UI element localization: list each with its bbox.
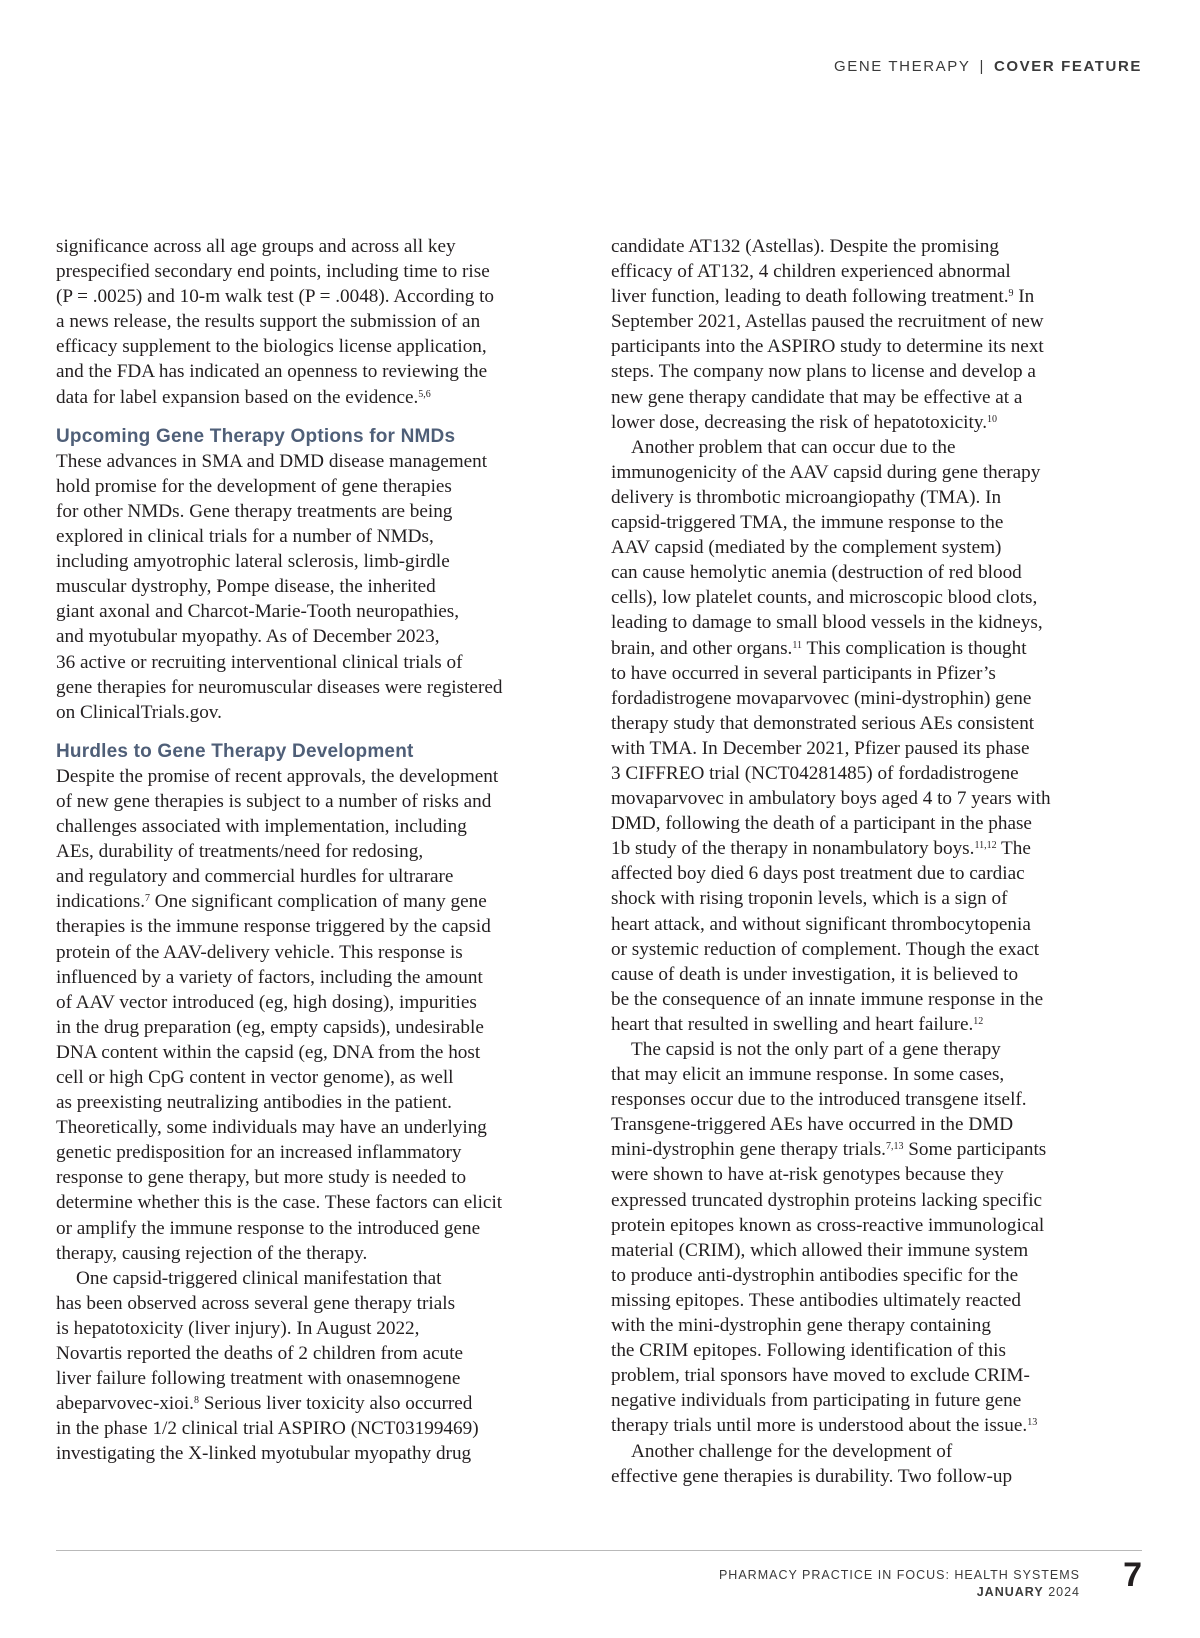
text-line [611, 560, 1143, 585]
line-text: Another challenge for the development of [631, 1440, 953, 1462]
line-text: in the phase 1/2 clinical trial ASPIRO (NCT03199469) [56, 1418, 479, 1440]
line-text: problem, trial sponsors have moved to exclude CRIM- [611, 1365, 1030, 1387]
text-line [611, 1313, 1143, 1338]
line-text: to have occurred in several participants in Pfizer’s [611, 662, 996, 684]
right-text-column [611, 234, 1143, 1489]
text-line [56, 284, 591, 309]
line-text: (P = .0025) and 10-m walk test (P = .0048). According to [56, 286, 495, 308]
line-text: These advances in SMA and DMD disease management [56, 450, 488, 472]
text-line [56, 574, 591, 599]
text-line [611, 786, 1143, 811]
text-line [611, 1238, 1143, 1263]
text-line [56, 624, 591, 649]
text-line [56, 764, 591, 789]
line-text: cell or high CpG content in vector genome), as well [56, 1067, 454, 1088]
line-text: material (CRIM), which allowed their immune system [611, 1239, 1029, 1261]
line-text: effective gene therapies is durability. Two follow-up [611, 1465, 1013, 1487]
line-text: Another problem that can occur due to the [631, 436, 956, 458]
text-line [611, 811, 1143, 836]
text-line [611, 1263, 1143, 1288]
text-line [611, 711, 1143, 736]
left-text-column [56, 234, 591, 1467]
text-line [611, 1213, 1143, 1238]
line-text: efficacy supplement to the biologics license application, [56, 336, 487, 358]
footer [719, 1567, 1080, 1601]
line-text: protein of the AAV-delivery vehicle. This response is [56, 941, 463, 963]
line-text: prespecified secondary end points, including time to rise [56, 261, 490, 283]
line-text: explored in clinical trials for a number of NMDs, [56, 526, 434, 548]
text-line [611, 1137, 1143, 1162]
line-text: efficacy of AT132, 4 children experienced abnormal [611, 261, 1011, 283]
line-text: determine whether this is the case. These factors can elicit [56, 1192, 503, 1214]
text-line [611, 1363, 1143, 1388]
text-line [611, 886, 1143, 911]
line-text: responses occur due to the introduced transgene itself. [611, 1089, 1027, 1111]
text-line [56, 965, 591, 990]
text-line [611, 836, 1143, 861]
line-text: new gene therapy candidate that may be effective at a [611, 386, 1023, 408]
line-text: 36 active or recruiting interventional clinical trials of [56, 651, 463, 673]
text-line [56, 499, 591, 524]
text-line [56, 814, 591, 839]
line-text: Theoretically, some individuals may have an underlying [56, 1117, 487, 1139]
line-text: shock with rising troponin levels, which is a sign of [611, 888, 1008, 910]
text-line [56, 1115, 591, 1140]
line-text: protein epitopes known as cross-reactive immunological [611, 1214, 1045, 1236]
footer-date [719, 1584, 1080, 1601]
citation-superscript: 11,12 [974, 840, 997, 852]
text-line [611, 385, 1143, 410]
text-line [611, 510, 1143, 535]
line-text: The capsid is not the only part of a gene therapy [631, 1039, 1001, 1060]
text-line [611, 460, 1143, 485]
line-text: therapy trials until more is understood about the issue. [611, 1415, 1028, 1437]
line-text: liver function, leading to death following treatment. [611, 286, 1009, 308]
line-text: that may elicit an immune response. In some cases, [611, 1064, 1005, 1086]
text-line [611, 234, 1143, 259]
section-heading: Upcoming Gene Therapy Options for NMDs [56, 425, 456, 447]
text-line [56, 789, 591, 814]
text-line [611, 1087, 1143, 1112]
line-text: Novartis reported the deaths of 2 children from acute [56, 1343, 464, 1365]
footer-divider [56, 1550, 1142, 1551]
line-text: can cause hemolytic anemia (destruction of red blood [611, 562, 1022, 584]
text-line [56, 309, 591, 334]
text-line [611, 334, 1143, 359]
line-text: missing epitopes. These antibodies ultimately reacted [611, 1289, 1021, 1311]
footer-year: 2024 [1048, 1585, 1080, 1599]
line-text: DNA content within the capsid (eg, DNA from the host [56, 1041, 481, 1063]
text-line [611, 987, 1143, 1012]
line-text: or systemic reduction of complement. Though the exact [611, 938, 1040, 960]
line-text: heart attack, and without significant thrombocytopenia [611, 913, 1031, 935]
text-line [56, 650, 591, 675]
line-text: liver failure following treatment with onasemnogene [56, 1368, 461, 1390]
text-line [611, 861, 1143, 886]
line-text: significance across all age groups and across all key [56, 236, 456, 257]
line-text-continued: Serious liver toxicity also occurred [198, 1393, 473, 1415]
text-line [56, 1190, 591, 1215]
line-text: brain, and other organs. [611, 637, 793, 659]
text-line [611, 937, 1143, 962]
line-text: influenced by a variety of factors, including the amount [56, 966, 483, 988]
text-line [56, 1140, 591, 1165]
text-line [56, 524, 591, 549]
text-line [56, 359, 591, 384]
line-text: challenges associated with implementation, including [56, 816, 467, 838]
line-text: AEs, durability of treatments/need for redosing, [56, 841, 424, 863]
text-line [56, 1216, 591, 1241]
line-text: data for label expansion based on the evidence. [56, 386, 419, 408]
text-line [611, 1288, 1143, 1313]
line-text: to produce anti-dystrophin antibodies specific for the [611, 1264, 1019, 1286]
text-line [611, 736, 1143, 761]
header-separator: | [979, 58, 985, 75]
text-line [56, 474, 591, 499]
text-line [56, 864, 591, 889]
text-line [611, 1413, 1143, 1438]
text-line [56, 1015, 591, 1040]
text-line [611, 661, 1143, 686]
header-section: GENE THERAPY [834, 58, 971, 75]
line-text: steps. The company now plans to license and develop a [611, 361, 1036, 383]
line-text: response to gene therapy, but more study is needed to [56, 1167, 467, 1189]
text-line [56, 1416, 591, 1441]
line-text: therapy study that demonstrated serious AEs consistent [611, 712, 1035, 734]
line-text: with TMA. In December 2021, Pfizer paused its phase [611, 737, 1030, 759]
line-text: delivery is thrombotic microangiopathy (TMA). In [611, 486, 1002, 508]
line-text: abeparvovec-xioi. [56, 1393, 194, 1415]
citation-superscript: 7 [145, 893, 150, 905]
line-text-continued: One significant complication of many gene [150, 891, 487, 913]
text-line [56, 599, 591, 624]
section-heading: Hurdles to Gene Therapy Development [56, 740, 414, 762]
line-text: with the mini-dystrophin gene therapy containing [611, 1315, 991, 1337]
text-line [611, 1388, 1143, 1413]
text-line [611, 1338, 1143, 1363]
line-text: negative individuals from participating in future gene [611, 1390, 1022, 1412]
line-text: therapy, causing rejection of the therapy. [56, 1242, 368, 1264]
text-line [611, 410, 1143, 435]
line-text: is hepatotoxicity (liver injury). In August 2022, [56, 1317, 420, 1339]
text-line [611, 912, 1143, 937]
text-line [611, 1112, 1143, 1137]
text-line [56, 940, 591, 965]
line-text: muscular dystrophy, Pompe disease, the inherited [56, 576, 436, 598]
line-text: participants into the ASPIRO study to determine its next [611, 336, 1044, 358]
line-text: mini-dystrophin gene therapy trials. [611, 1139, 886, 1161]
text-line [56, 1040, 591, 1065]
text-line [611, 585, 1143, 610]
citation-superscript: 9 [1008, 288, 1014, 300]
line-text: cause of death is under investigation, it is believed to [611, 963, 1019, 985]
line-text: affected boy died 6 days post treatment due to cardiac [611, 863, 1025, 885]
line-text: a news release, the results support the submission of an [56, 311, 481, 333]
text-line [611, 535, 1143, 560]
text-line [611, 962, 1143, 987]
header-feature: COVER FEATURE [993, 58, 1142, 75]
line-text: therapies is the immune response triggered by the capsid [56, 916, 491, 938]
text-line [56, 234, 591, 259]
line-text: lower dose, decreasing the risk of hepatotoxicity. [611, 411, 987, 433]
text-line [56, 1165, 591, 1190]
text-line [56, 259, 591, 284]
citation-superscript: 12 [973, 1015, 984, 1027]
text-line [56, 1441, 591, 1466]
line-text: gene therapies for neuromuscular diseases were registered [56, 676, 503, 698]
footer-publication: PHARMACY PRACTICE IN FOCUS: HEALTH SYSTEMS [718, 1568, 1080, 1582]
line-text: for other NMDs. Gene therapy treatments are being [56, 500, 453, 522]
footer-month: JANUARY [976, 1585, 1044, 1599]
text-line [56, 549, 591, 574]
line-text: heart that resulted in swelling and heart failure. [611, 1013, 974, 1035]
line-text: as preexisting neutralizing antibodies in the patient. [56, 1092, 452, 1114]
line-text: or amplify the immune response to the introduced gene [56, 1217, 481, 1239]
text-line [56, 1266, 591, 1291]
citation-superscript: 5,6 [418, 388, 431, 400]
line-text: has been observed across several gene therapy trials [56, 1292, 456, 1314]
line-text: capsid-triggered TMA, the immune response to the [611, 512, 1004, 534]
line-text: on ClinicalTrials.gov. [56, 701, 222, 723]
line-text: cells), low platelet counts, and microscopic blood clots, [611, 587, 1038, 609]
text-line [611, 485, 1143, 510]
text-line [611, 1188, 1143, 1213]
text-line [611, 1162, 1143, 1187]
text-line [56, 1065, 591, 1090]
text-line [56, 1241, 591, 1266]
line-text: genetic predisposition for an increased inflammatory [56, 1142, 462, 1164]
line-text: and myotubular myopathy. As of December 2023, [56, 626, 440, 648]
line-text-continued: This complication is thought [802, 637, 1027, 659]
text-line [611, 610, 1143, 635]
text-line [611, 636, 1143, 661]
text-line [611, 761, 1143, 786]
paragraph-gap [56, 410, 591, 424]
text-line [611, 1012, 1143, 1037]
text-line [611, 359, 1143, 384]
line-text: movaparvovec in ambulatory boys aged 4 to 7 years with [611, 788, 1051, 810]
text-line [56, 334, 591, 359]
line-text: and regulatory and commercial hurdles for ultrarare [56, 866, 454, 888]
text-line [56, 675, 591, 700]
citation-superscript: 11 [792, 639, 802, 651]
line-text: the CRIM epitopes. Following identification of this [611, 1340, 1006, 1362]
text-line [56, 1366, 591, 1391]
line-text: DMD, following the death of a participant in the phase [611, 813, 1032, 835]
line-text: in the drug preparation (eg, empty capsids), undesirable [56, 1016, 484, 1038]
text-line [56, 839, 591, 864]
line-text: Despite the promise of recent approvals, the development [56, 765, 499, 787]
text-line [56, 889, 591, 914]
line-text: giant axonal and Charcot-Marie-Tooth neuropathies, [56, 601, 460, 623]
line-text: were shown to have at-risk genotypes because they [611, 1164, 1004, 1186]
page-number: 7 [1123, 1556, 1142, 1594]
citation-superscript: 13 [1027, 1417, 1038, 1429]
text-line [611, 1439, 1143, 1464]
text-line [56, 1291, 591, 1316]
running-header [834, 58, 1142, 75]
line-text: including amyotrophic lateral sclerosis, limb-girdle [56, 551, 450, 573]
text-line [56, 990, 591, 1015]
line-text: hold promise for the development of gene therapies [56, 475, 452, 497]
text-line [56, 914, 591, 939]
line-text: candidate AT132 (Astellas). Despite the promising [611, 236, 999, 257]
line-text: 3 CIFFREO trial (NCT04281485) of fordadistrogene [611, 762, 1019, 784]
line-text: of new gene therapies is subject to a number of risks and [56, 790, 492, 812]
line-text: expressed truncated dystrophin proteins lacking specific [611, 1189, 1043, 1211]
text-line [56, 1341, 591, 1366]
line-text: One capsid-triggered clinical manifestation that [76, 1267, 442, 1289]
citation-superscript: 8 [193, 1395, 199, 1407]
text-line [56, 385, 591, 410]
line-text: indications. [56, 891, 145, 913]
text-line [611, 435, 1143, 460]
text-line [56, 1090, 591, 1115]
line-text: leading to damage to small blood vessels in the kidneys, [611, 612, 1043, 634]
line-text-continued: The [996, 838, 1031, 860]
text-line [611, 686, 1143, 711]
line-text: immunogenicity of the AAV capsid during gene therapy [611, 461, 1041, 483]
citation-superscript: 10 [987, 413, 997, 425]
line-text: September 2021, Astellas paused the recruitment of new [611, 311, 1044, 333]
line-text: 1b study of the therapy in nonambulatory boys. [611, 838, 975, 860]
text-line [611, 1464, 1143, 1489]
line-text: investigating the X-linked myotubular myopathy drug [56, 1443, 472, 1465]
text-line [56, 1391, 591, 1416]
line-text: and the FDA has indicated an openness to reviewing the [56, 361, 488, 383]
citation-superscript: 7,13 [885, 1141, 904, 1153]
line-text: Transgene-triggered AEs have occurred in the DMD [611, 1114, 1014, 1136]
line-text: AAV capsid (mediated by the complement system) [611, 537, 1002, 559]
text-line [56, 1316, 591, 1341]
text-line [611, 284, 1143, 309]
line-text: be the consequence of an innate immune response in the [611, 988, 1044, 1010]
line-text-continued: In [1013, 286, 1035, 308]
line-text: fordadistrogene movaparvovec (mini-dystrophin) gene [611, 687, 1032, 709]
text-line [611, 259, 1143, 284]
text-line [611, 309, 1143, 334]
text-line [611, 1037, 1143, 1062]
text-line [56, 700, 591, 725]
line-text: of AAV vector introduced (eg, high dosing), impurities [56, 991, 477, 1013]
text-line [611, 1062, 1143, 1087]
text-line [56, 449, 591, 474]
paragraph-gap [56, 725, 591, 739]
line-text-continued: Some participants [903, 1139, 1047, 1161]
